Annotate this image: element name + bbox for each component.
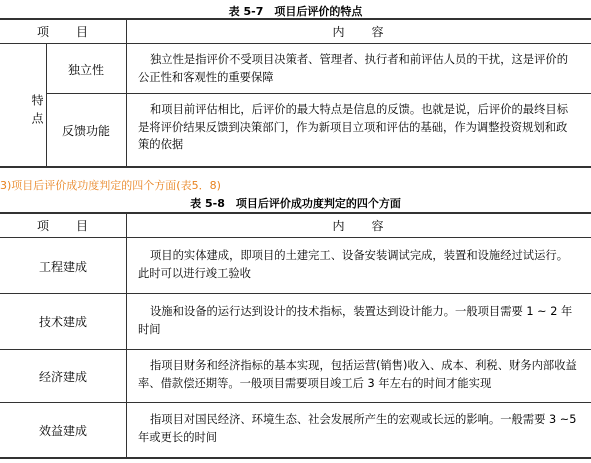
table-5-7-header-item: 项 目 bbox=[36, 25, 89, 39]
table-5-8-row-text: 指项目对国民经济、环境生态、社会发展所产生的宏观或长远的影响。一般需要 3 ~5年或更长的时间 bbox=[138, 413, 577, 444]
table-5-8-row-divider bbox=[0, 402, 591, 403]
table-5-8-row-label: 工程建成 bbox=[38, 260, 87, 274]
table-5-8-col-divider bbox=[126, 212, 127, 457]
table-5-8-row-label: 经济建成 bbox=[38, 370, 87, 384]
table-5-8-header-rule bbox=[0, 237, 591, 238]
table-5-8-header-content: 内 容 bbox=[332, 219, 385, 233]
table-5-8-row-text: 项目的实体建成，即项目的土建完工、设备安装调试完成，装置和设施经过试运行。此时可以进行竣工验收 bbox=[138, 249, 568, 280]
table-5-7-col-divider bbox=[126, 18, 127, 166]
table-5-8-caption: 表 5-8 项目后评价成功度判定的四个方面 bbox=[190, 197, 401, 210]
table-5-7-top-rule bbox=[0, 18, 591, 20]
table-5-8-row-divider bbox=[0, 349, 591, 350]
table-5-8-top-rule bbox=[0, 212, 591, 214]
table-5-8-row-text: 指项目财务和经济指标的基本实现，包括运营(销售)收入、成本、利税、财务内部收益率、借款偿还期等。一般项目需要项目竣工后 3 年左右的时间才能实现 bbox=[138, 359, 577, 390]
table-5-8-row-label: 效益建成 bbox=[38, 424, 87, 438]
table-5-7-caption: 表 5-7 项目后评价的特点 bbox=[228, 5, 363, 18]
table-5-7-row-label: 独立性 bbox=[67, 63, 104, 77]
table-5-8-row-divider bbox=[0, 293, 591, 294]
table-5-7-row-text: 独立性是指评价不受项目决策者、管理者、执行者和前评估人员的干扰，这是评价的公正性和客观性的重要保障 bbox=[138, 53, 568, 84]
table-5-8-row-text: 设施和设备的运行达到设计的技术指标，装置达到设计能力。一般项目需要 1 ~ 2 年时间 bbox=[138, 305, 573, 336]
table-5-7-group-label: 特点 bbox=[30, 94, 44, 130]
table-5-8-header-item: 项 目 bbox=[36, 219, 89, 233]
table-5-8-bottom-rule bbox=[0, 457, 591, 459]
table-5-7-row-divider bbox=[46, 93, 591, 94]
table-5-7-bottom-rule bbox=[0, 166, 591, 168]
table-5-7-header-content: 内 容 bbox=[332, 25, 385, 39]
table-5-8-row-label: 技术建成 bbox=[38, 315, 87, 329]
table-5-7-row-text: 和项目前评估相比，后评价的最大特点是信息的反馈。也就是说，后评价的最终目标是将评价结果反馈到决策部门，作为新项目立项和评估的基础，作为调整投资规划和政策的依据 bbox=[138, 103, 568, 151]
table-5-7-header-rule bbox=[0, 43, 591, 44]
table-5-7-row-label: 反馈功能 bbox=[61, 124, 110, 138]
section-note: 3)项目后评价成功度判定的四个方面(表5．8) bbox=[0, 179, 221, 192]
